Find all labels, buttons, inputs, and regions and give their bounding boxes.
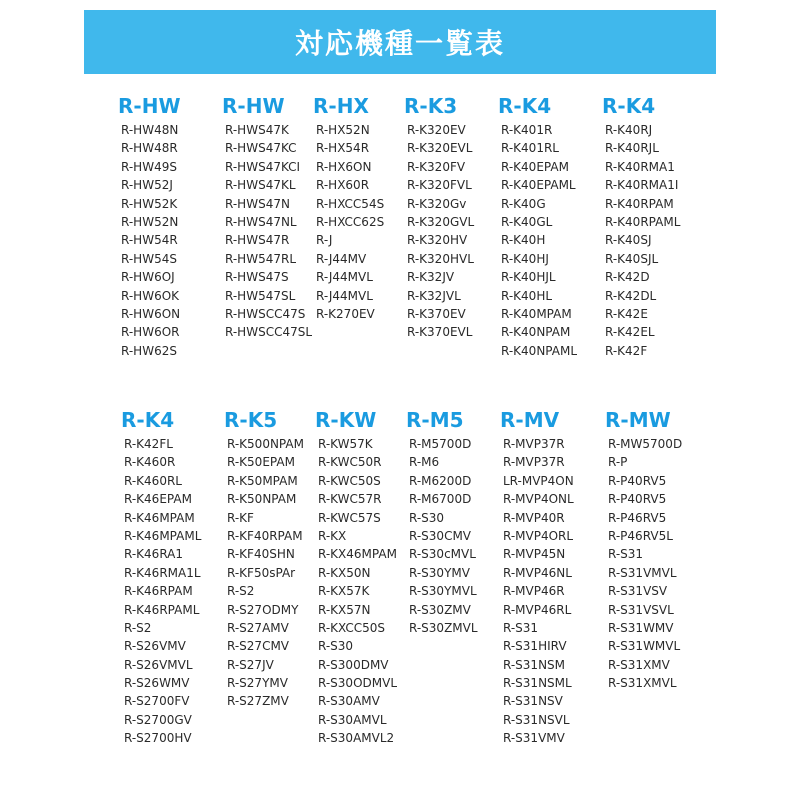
model-number: R-HWS47N xyxy=(225,196,290,211)
model-number: R-S2700GV xyxy=(124,712,192,727)
model-number: R-HWS47KC xyxy=(225,141,297,156)
model-number: R-J44MVL xyxy=(316,288,373,303)
model-number: R-HW547SL xyxy=(225,288,296,303)
model-number: R-S30YMVL xyxy=(409,584,477,599)
model-number: R-MW5700D xyxy=(608,437,683,451)
model-number: R-K320Gv xyxy=(407,196,467,211)
model-number: R-K42D xyxy=(605,270,650,285)
model-number: R-K500NPAM xyxy=(227,437,304,451)
model-number: R-KX xyxy=(318,528,347,543)
model-number: R-K32JVL xyxy=(407,288,461,303)
model-number: R-S27ODMY xyxy=(227,602,299,617)
model-number: R-K40HJ xyxy=(501,251,549,266)
model-number: R-K370EVL xyxy=(407,325,473,340)
model-number: R-HW6OJ xyxy=(121,270,175,285)
column-heading: R-KW xyxy=(315,408,377,432)
model-number: R-K40G xyxy=(501,196,546,211)
model-number: R-KWC57R xyxy=(318,492,382,507)
model-number: R-M6700D xyxy=(409,492,472,507)
model-number: R-K270EV xyxy=(316,306,375,321)
model-number: R-S27CMV xyxy=(227,639,290,654)
model-number: R-S30CMV xyxy=(409,528,472,543)
column-heading: R-K4 xyxy=(602,94,656,118)
model-number: R-S31 xyxy=(608,547,644,562)
model-number: R-KX57K xyxy=(318,584,370,599)
model-number: R-HW54S xyxy=(121,251,177,266)
model-number: R-K320EVL xyxy=(407,141,473,156)
model-column xyxy=(315,407,415,748)
model-column xyxy=(222,93,322,342)
model-number: R-S30YMV xyxy=(409,565,470,580)
model-number: R-MVP46NL xyxy=(503,565,572,580)
model-number: R-S31NSVL xyxy=(503,712,570,727)
model-number: R-HXCC54S xyxy=(316,196,385,211)
model-number: R-K50NPAM xyxy=(227,492,297,507)
model-number: R-M6200D xyxy=(409,473,472,488)
model-number: R-HWS47KCI xyxy=(225,159,301,174)
model-number: R-J44MVL xyxy=(316,270,373,285)
model-number: R-K460R xyxy=(124,455,176,470)
column-heading: R-MW xyxy=(605,408,671,432)
column-heading: R-K4 xyxy=(498,94,552,118)
model-number: R-S30 xyxy=(409,510,445,525)
model-number: R-P40RV5 xyxy=(608,473,667,488)
model-number: R-K40EPAML xyxy=(501,178,576,193)
model-number: R-K40SJ xyxy=(605,233,652,248)
model-number: R-J44MV xyxy=(316,251,367,266)
model-number: R-K320HV xyxy=(407,233,468,248)
model-column xyxy=(406,407,506,637)
model-number: R-P xyxy=(608,455,628,470)
model-number: R-HW6ON xyxy=(121,306,181,321)
model-number: R-S31NSM xyxy=(503,657,566,672)
model-number: R-K46MPAML xyxy=(124,528,202,543)
model-column xyxy=(121,407,221,748)
model-number: R-S31NSV xyxy=(503,694,563,709)
column-heading: R-HX xyxy=(313,94,369,118)
model-number: R-HW52K xyxy=(121,196,178,211)
model-number: R-KW57K xyxy=(318,437,373,451)
model-number: R-S27ZMV xyxy=(227,694,289,709)
model-number: R-HWS47R xyxy=(225,233,290,248)
model-number: LR-MVP4ON xyxy=(503,473,574,488)
model-number: R-HX60R xyxy=(316,178,370,193)
model-number: R-HW6OR xyxy=(121,325,180,340)
model-number: R-K40HL xyxy=(501,288,553,303)
model-number: R-S27JV xyxy=(227,657,274,672)
model-column xyxy=(404,93,504,342)
model-number: R-K40MPAM xyxy=(501,306,572,321)
model-number: R-K42EL xyxy=(605,325,655,340)
model-column xyxy=(118,93,218,360)
model-number: R-S300DMV xyxy=(318,657,389,672)
model-number: R-K50MPAM xyxy=(227,473,298,488)
model-number: R-HWS47K xyxy=(225,123,289,137)
model-number: R-MVP37R xyxy=(503,437,565,451)
model-column xyxy=(605,407,705,692)
model-number: R-S30AMVL2 xyxy=(318,731,395,746)
model-number: R-KX46MPAM xyxy=(318,547,397,562)
model-number: R-S31XMVL xyxy=(608,676,677,691)
model-number: R-KX50N xyxy=(318,565,371,580)
model-number: R-KWC50S xyxy=(318,473,381,488)
model-number: R-K46MPAM xyxy=(124,510,195,525)
model-number: R-P46RV5L xyxy=(608,528,673,543)
model-number: R-K46RPAML xyxy=(124,602,200,617)
model-number: R-S31VSVL xyxy=(608,602,674,617)
model-number: R-HWS47S xyxy=(225,270,289,285)
model-number: R-KF40RPAM xyxy=(227,528,303,543)
model-number: R-K42F xyxy=(605,343,648,358)
column-heading: R-HW xyxy=(118,94,181,118)
model-number: R-S30 xyxy=(318,639,354,654)
model-number: R-S26WMV xyxy=(124,676,190,691)
model-number: R-S30cMVL xyxy=(409,547,476,562)
model-number: R-S31 xyxy=(503,620,539,635)
model-number: R-HWS47KL xyxy=(225,178,296,193)
model-column xyxy=(498,93,598,360)
model-number: R-KWC50R xyxy=(318,455,382,470)
column-heading: R-K3 xyxy=(404,94,458,118)
model-number: R-M6 xyxy=(409,455,440,470)
model-number: R-HW54R xyxy=(121,233,178,248)
model-number: R-HWSCC47S xyxy=(225,306,306,321)
model-number: R-P40RV5 xyxy=(608,492,667,507)
model-number: R-S26VMV xyxy=(124,639,186,654)
model-number: R-S31HIRV xyxy=(503,639,567,654)
model-number: R-S30ODMVL xyxy=(318,676,398,691)
column-heading: R-K5 xyxy=(224,408,278,432)
model-number: R-KF50sPAr xyxy=(227,565,296,580)
model-number: R-K46RA1 xyxy=(124,547,184,562)
model-number: R-HW48N xyxy=(121,123,179,137)
model-number: R-HW547RL xyxy=(225,251,296,266)
model-number: R-S30AMV xyxy=(318,694,380,709)
model-number: R-K40RJ xyxy=(605,123,653,137)
model-number: R-S26VMVL xyxy=(124,657,193,672)
model-number: R-S27AMV xyxy=(227,620,289,635)
model-number: R-HWSCC47SL xyxy=(225,325,313,340)
model-number: R-S30AMVL xyxy=(318,712,387,727)
model-number: R-S30ZMVL xyxy=(409,620,478,635)
model-number: R-K320HVL xyxy=(407,251,474,266)
model-number: R-HXCC62S xyxy=(316,214,385,229)
model-number: R-K460RL xyxy=(124,473,182,488)
model-number: R-K32JV xyxy=(407,270,455,285)
model-number: R-K40RPAM xyxy=(605,196,674,211)
model-number: R-K40GL xyxy=(501,214,553,229)
model-number: R-S2700HV xyxy=(124,731,192,746)
model-number: R-K40NPAML xyxy=(501,343,578,358)
model-number: R-K320FV xyxy=(407,159,466,174)
model-column xyxy=(602,93,702,360)
model-number: R-J xyxy=(316,233,333,248)
model-number: R-K370EV xyxy=(407,306,466,321)
model-number: R-KF40SHN xyxy=(227,547,295,562)
model-number: R-MVP4ONL xyxy=(503,492,574,507)
model-number: R-KWC57S xyxy=(318,510,381,525)
model-number: R-K40HJL xyxy=(501,270,556,285)
model-number: R-K46RPAM xyxy=(124,584,193,599)
model-number: R-S31VMV xyxy=(503,731,565,746)
model-number: R-K401RL xyxy=(501,141,559,156)
model-number: R-K46EPAM xyxy=(124,492,192,507)
model-number: R-HW49S xyxy=(121,159,177,174)
model-number: R-K42FL xyxy=(124,437,173,451)
model-number: R-HW52N xyxy=(121,214,179,229)
model-number: R-S31WMV xyxy=(608,620,674,635)
model-number: R-HW48R xyxy=(121,141,178,156)
model-number: R-K50EPAM xyxy=(227,455,295,470)
model-number: R-MVP46RL xyxy=(503,602,572,617)
model-number: R-S31NSML xyxy=(503,676,572,691)
column-heading: R-K4 xyxy=(121,408,175,432)
model-number: R-S2700FV xyxy=(124,694,190,709)
model-number: R-K42DL xyxy=(605,288,657,303)
model-number: R-KXCC50S xyxy=(318,620,386,635)
model-number: R-HX54R xyxy=(316,141,370,156)
column-heading: R-HW xyxy=(222,94,285,118)
model-number: R-HW62S xyxy=(121,343,177,358)
model-number: R-K40RJL xyxy=(605,141,659,156)
model-number: R-K40NPAM xyxy=(501,325,571,340)
model-number: R-HX52N xyxy=(316,123,370,137)
model-number: R-M5700D xyxy=(409,437,472,451)
model-number: R-K40EPAM xyxy=(501,159,569,174)
model-number: R-K40RPAML xyxy=(605,214,681,229)
title-banner xyxy=(84,10,716,74)
model-number: R-MVP37R xyxy=(503,455,565,470)
model-number: R-MVP46R xyxy=(503,584,565,599)
model-number: R-HW6OK xyxy=(121,288,180,303)
model-number: R-K320GVL xyxy=(407,214,475,229)
model-number: R-S31XMV xyxy=(608,657,670,672)
model-number: R-HX6ON xyxy=(316,159,372,174)
model-column xyxy=(500,407,600,748)
model-number: R-S30ZMV xyxy=(409,602,471,617)
model-number: R-HWS47NL xyxy=(225,214,297,229)
model-number: R-HW52J xyxy=(121,178,173,193)
model-number: R-MVP40R xyxy=(503,510,565,525)
model-column xyxy=(224,407,324,711)
model-column xyxy=(313,93,413,323)
model-number: R-K320EV xyxy=(407,123,466,137)
model-number: R-K40SJL xyxy=(605,251,659,266)
model-number: R-K401R xyxy=(501,123,553,137)
model-number: R-K40H xyxy=(501,233,546,248)
model-number: R-S31VMVL xyxy=(608,565,677,580)
model-number: R-S27YMV xyxy=(227,676,288,691)
model-number: R-K40RMA1I xyxy=(605,178,679,193)
column-heading: R-MV xyxy=(500,408,560,432)
model-number: R-P46RV5 xyxy=(608,510,667,525)
model-number: R-S2 xyxy=(124,620,152,635)
model-number: R-MVP45N xyxy=(503,547,566,562)
model-number: R-S31VSV xyxy=(608,584,668,599)
model-number: R-KX57N xyxy=(318,602,371,617)
column-heading: R-M5 xyxy=(406,408,464,432)
model-number: R-MVP4ORL xyxy=(503,528,574,543)
model-number: R-S2 xyxy=(227,584,255,599)
model-number: R-K42E xyxy=(605,306,648,321)
model-number: R-KF xyxy=(227,510,254,525)
model-number: R-K46RMA1L xyxy=(124,565,201,580)
model-number: R-K320FVL xyxy=(407,178,472,193)
model-number: R-K40RMA1 xyxy=(605,159,675,174)
page-title: 対応機種一覧表 xyxy=(294,27,505,60)
model-number: R-S31WMVL xyxy=(608,639,681,654)
